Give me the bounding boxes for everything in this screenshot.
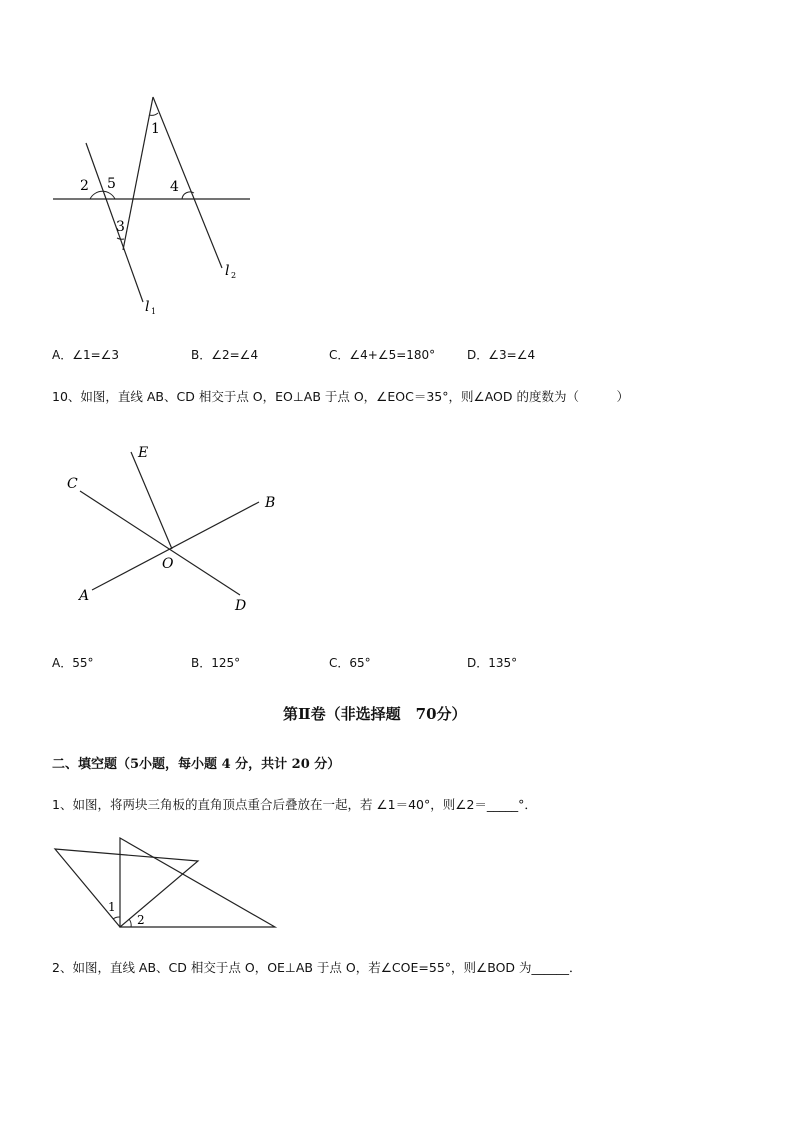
q10-text: 10、如图，直线 AB、CD 相交于点 O，EO⊥AB 于点 O，∠EOC＝35°，则∠AOD 的度数为（ ）: [52, 389, 629, 404]
figure-intersecting-lines: [0, 430, 794, 630]
label-angle-2-fill: 2: [137, 913, 145, 927]
arc-angle-1-fill: [113, 917, 120, 919]
q10-option-d: D．135°: [467, 656, 518, 670]
q10-option-b: B．125°: [191, 656, 241, 670]
figure-overlapping-triangles: [0, 830, 794, 940]
label-O: O: [162, 556, 174, 572]
q9-option-d: D．∠3=∠4: [467, 348, 536, 362]
label-A: A: [79, 588, 90, 604]
ray-OE: [131, 452, 172, 549]
q9-option-a: A．∠1=∠3: [52, 348, 120, 362]
label-angle-4: 4: [170, 179, 179, 195]
q9-option-b: B．∠2=∠4: [191, 348, 259, 362]
triangle-a: [55, 849, 198, 927]
line-l2: [153, 97, 222, 268]
label-B: B: [265, 495, 276, 511]
label-angle-3: 3: [116, 219, 125, 235]
label-l1: l: [145, 299, 150, 315]
label-l2-sub: 2: [231, 271, 237, 280]
label-E: E: [138, 445, 149, 461]
q9-option-c: C．∠4+∠5=180°: [329, 348, 436, 362]
line-l1: [86, 143, 143, 302]
fill2-text: 2、如图，直线 AB、CD 相交于点 O，OE⊥AB 于点 O，若∠COE=55°，则∠BOD 为______．: [52, 960, 582, 975]
arc-angle-2-5: [90, 191, 115, 199]
label-D: D: [235, 598, 247, 614]
label-C: C: [67, 476, 78, 492]
section-fill-in-heading: 二、填空题（5小题，每小题 4 分，共计 20 分）: [52, 757, 341, 772]
label-l2: l: [225, 263, 230, 279]
line-left-side: [123, 97, 153, 250]
line-CD: [80, 491, 240, 595]
label-angle-1-fill: 1: [108, 900, 116, 914]
figure-transversal-lines: [0, 0, 794, 340]
label-angle-5: 5: [107, 176, 116, 192]
arc-angle-2-fill: [129, 919, 131, 927]
label-l1-sub: 1: [151, 307, 157, 316]
label-angle-1: 1: [151, 121, 160, 137]
label-angle-2: 2: [80, 178, 89, 194]
q10-option-c: C．65°: [329, 656, 371, 670]
q10-option-a: A．55°: [52, 656, 94, 670]
part2-title: 第Ⅱ卷（非选择题 70分）: [283, 705, 467, 723]
fill1-text: 1、如图，将两块三角板的直角顶点重合后叠放在一起，若 ∠1＝40°，则∠2＝_____°．: [52, 797, 537, 812]
